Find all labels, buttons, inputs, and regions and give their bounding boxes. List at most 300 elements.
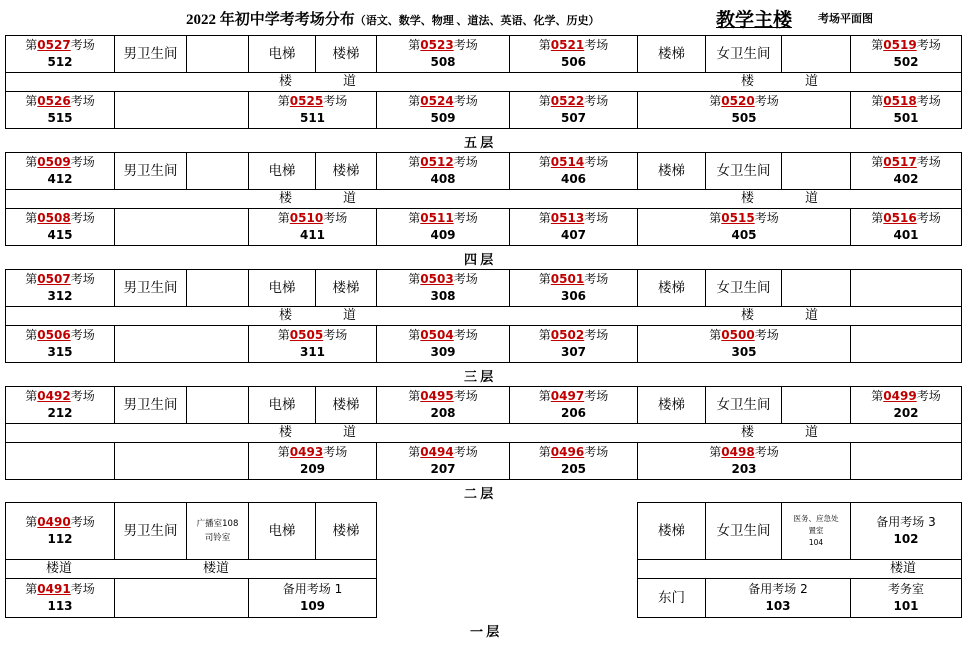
exam-room-code: 0510	[289, 211, 324, 225]
label-prefix: 第	[871, 389, 884, 403]
label-prefix: 第	[25, 155, 38, 169]
room-cell	[114, 578, 249, 618]
label-suffix: 考场	[754, 328, 779, 342]
label-suffix: 考场	[584, 445, 609, 459]
label-prefix: 第	[408, 445, 421, 459]
room-cell	[850, 442, 962, 480]
room-number-line	[47, 288, 72, 305]
label-suffix: 考场	[584, 328, 609, 342]
room-number-line	[765, 598, 790, 615]
room-number: 205	[560, 462, 587, 476]
exam-room-label	[539, 210, 608, 227]
label-prefix: 第	[408, 272, 421, 286]
room-cell	[781, 35, 851, 73]
room-number-line	[300, 598, 325, 615]
label-suffix: 考场	[916, 94, 941, 108]
room-cell	[315, 386, 377, 424]
room-cell	[705, 35, 782, 73]
exam-room-code: 0509	[37, 155, 71, 169]
exam-room-0513	[509, 208, 638, 246]
room-text: 104	[808, 538, 824, 547]
exam-room-code: 0519	[883, 38, 917, 52]
label-prefix: 第	[25, 582, 38, 596]
room-cell	[114, 35, 187, 73]
room-number: 408	[430, 172, 456, 186]
exam-room-code: 0491	[37, 582, 71, 596]
room-cell	[114, 442, 249, 480]
room-number-line	[430, 171, 455, 188]
exam-room-code: 0507	[37, 272, 71, 286]
exam-room-0516	[850, 208, 962, 246]
label-prefix: 第	[709, 94, 722, 108]
corridor	[5, 559, 377, 579]
room-number: 512	[47, 55, 73, 69]
room-number: 411	[299, 228, 326, 242]
room-cell	[248, 35, 316, 73]
label-suffix: 考场	[453, 38, 478, 52]
label-suffix: 考场	[70, 515, 95, 529]
exam-room-0491	[5, 578, 115, 618]
room-text: 电梯	[268, 45, 296, 62]
exam-room-code: 0515	[721, 211, 755, 225]
exam-room-0506	[5, 325, 115, 363]
exam-room-0519	[850, 35, 962, 73]
room-name: 备用考场 1	[282, 582, 343, 596]
exam-room-label	[25, 581, 94, 598]
label-prefix: 第	[277, 211, 290, 225]
room-number-line	[47, 171, 72, 188]
corridor-label: 楼	[279, 308, 293, 323]
room-number: 508	[430, 55, 456, 69]
exam-room-code: 0505	[289, 328, 324, 342]
exam-room-0524	[376, 91, 510, 129]
room-number: 309	[430, 345, 456, 359]
room-number: 112	[47, 532, 73, 546]
exam-room-0498	[637, 442, 851, 480]
floor-label: 五 层	[464, 135, 494, 150]
corridor-label: 楼	[741, 74, 755, 89]
exam-room-0523	[376, 35, 510, 73]
label-prefix: 第	[871, 94, 884, 108]
room-cell	[850, 502, 962, 560]
room-cell	[248, 152, 316, 190]
label-prefix: 第	[25, 272, 38, 286]
label-suffix: 考场	[584, 211, 609, 225]
room-cell	[248, 578, 377, 618]
label-suffix: 考场	[70, 328, 95, 342]
exam-room-label	[871, 37, 940, 54]
room-number: 507	[560, 111, 587, 125]
exam-room-0493	[248, 442, 377, 480]
label-prefix: 第	[538, 445, 551, 459]
exam-room-code: 0495	[420, 389, 454, 403]
exam-room-0505	[248, 325, 377, 363]
exam-room-code: 0502	[550, 328, 585, 342]
exam-room-label	[25, 271, 94, 288]
exam-room-0521	[509, 35, 638, 73]
corridor-label: 道	[343, 308, 357, 323]
label-suffix: 考场	[70, 38, 95, 52]
room-number: 511	[299, 111, 326, 125]
room-cell	[248, 386, 316, 424]
room-cell	[114, 269, 187, 307]
room-number-line	[893, 405, 918, 422]
exam-room-label	[25, 210, 94, 227]
room-number: 315	[47, 345, 73, 359]
room-number: 402	[893, 172, 919, 186]
room-cell	[705, 152, 782, 190]
room-number-line	[47, 227, 72, 244]
exam-room-0494	[376, 442, 510, 480]
exam-room-code: 0511	[420, 211, 454, 225]
label-prefix: 第	[277, 328, 290, 342]
room-cell	[781, 502, 851, 560]
exam-room-label	[278, 93, 347, 110]
room-number: 103	[765, 599, 791, 613]
exam-room-0517	[850, 152, 962, 190]
room-number-line	[731, 461, 756, 478]
room-cell	[315, 269, 377, 307]
label-prefix: 第	[25, 515, 38, 529]
room-cell	[315, 35, 377, 73]
label-suffix: 考场	[584, 389, 609, 403]
label-suffix: 考场	[323, 94, 348, 108]
room-cell	[637, 502, 706, 560]
label-prefix: 第	[538, 389, 551, 403]
label-suffix: 考场	[453, 389, 478, 403]
room-cell	[248, 269, 316, 307]
room-number-line	[430, 110, 455, 127]
label-prefix: 第	[709, 328, 722, 342]
room-cell	[248, 502, 316, 560]
room-number-line	[47, 110, 72, 127]
room-number: 401	[893, 228, 919, 242]
label-suffix: 考场	[916, 38, 941, 52]
exam-room-label	[539, 327, 608, 344]
exam-room-label	[871, 210, 940, 227]
exam-room-0522	[509, 91, 638, 129]
exam-room-code: 0490	[37, 515, 71, 529]
exam-room-code: 0521	[550, 38, 585, 52]
label-suffix: 考场	[584, 272, 609, 286]
label-suffix: 考场	[754, 94, 779, 108]
exam-room-label	[539, 444, 608, 461]
room-cell	[850, 578, 962, 618]
room-text: 女卫生间	[716, 396, 771, 413]
room-number-line	[561, 344, 586, 361]
room-number-line	[430, 227, 455, 244]
corridor-label: 道	[805, 74, 819, 89]
corridor-label: 道	[343, 191, 357, 206]
exam-room-0495	[376, 386, 510, 424]
room-number: 208	[430, 406, 456, 420]
room-cell	[186, 152, 249, 190]
room-cell	[637, 269, 706, 307]
room-cell	[781, 269, 851, 307]
label-suffix: 考场	[453, 211, 478, 225]
corridor	[5, 72, 962, 92]
label-prefix: 第	[538, 328, 551, 342]
exam-room-code: 0499	[883, 389, 917, 403]
room-number-line	[893, 171, 918, 188]
exam-room-code: 0525	[289, 94, 324, 108]
exam-room-label	[709, 93, 778, 110]
exam-room-label	[871, 93, 940, 110]
room-name: 考务室	[887, 582, 924, 596]
label-prefix: 第	[538, 272, 551, 286]
exam-room-0499	[850, 386, 962, 424]
exam-room-code: 0493	[289, 445, 324, 459]
corridor-label: 楼	[741, 308, 755, 323]
room-cell	[114, 152, 187, 190]
exam-room-label	[539, 93, 608, 110]
corridor-label: 楼	[741, 425, 755, 440]
exam-room-0492	[5, 386, 115, 424]
room-text: 楼梯	[658, 162, 685, 179]
room-number-line	[430, 461, 455, 478]
exam-room-code: 0516	[883, 211, 917, 225]
title-text: 2022 年初中学考考场分布	[186, 12, 355, 28]
room-cell	[781, 152, 851, 190]
label-suffix: 考场	[754, 211, 779, 225]
exam-room-label	[539, 37, 608, 54]
label-suffix: 考场	[323, 328, 348, 342]
room-text: 司铃室	[204, 533, 231, 543]
room-number-line	[893, 598, 918, 615]
page-header	[0, 8, 969, 30]
room-number-line	[893, 531, 918, 548]
room-number-line	[561, 110, 586, 127]
room-number-line	[430, 54, 455, 71]
corridor	[5, 189, 962, 209]
exam-room-code: 0517	[883, 155, 917, 169]
corridor-label: 楼道	[203, 561, 230, 576]
room-number: 406	[560, 172, 587, 186]
room-number: 312	[47, 289, 73, 303]
corridor-label: 楼	[279, 191, 293, 206]
room-cell	[186, 35, 249, 73]
room-number: 307	[560, 345, 587, 359]
room-name: 备用考场 2	[748, 582, 808, 596]
room-number: 308	[430, 289, 456, 303]
room-number: 305	[731, 345, 757, 359]
floor-label: 四 层	[464, 252, 494, 267]
label-suffix: 考场	[584, 155, 609, 169]
room-text: 楼梯	[658, 279, 685, 296]
exam-room-label	[709, 327, 778, 344]
exam-room-code: 0508	[37, 211, 71, 225]
room-text: 楼梯	[658, 522, 685, 539]
room-text-line	[205, 531, 231, 545]
room-text: 女卫生间	[716, 162, 771, 179]
exam-room-code: 0497	[550, 389, 585, 403]
room-cell	[315, 502, 377, 560]
exam-room-0527	[5, 35, 115, 73]
label-prefix: 第	[25, 94, 38, 108]
exam-room-code: 0514	[550, 155, 585, 169]
exam-room-code: 0513	[550, 211, 585, 225]
exam-room-label	[871, 154, 940, 171]
room-text: 女卫生间	[716, 522, 771, 539]
room-number-line	[300, 110, 325, 127]
corridor	[5, 306, 962, 326]
room-number-line	[300, 227, 325, 244]
room-number: 113	[47, 599, 73, 613]
exam-room-code: 0520	[721, 94, 755, 108]
room-number-line	[561, 288, 586, 305]
corridor-label: 道	[343, 74, 357, 89]
exam-room-label	[539, 388, 608, 405]
room-number: 207	[430, 462, 456, 476]
corridor-label: 楼道	[890, 561, 917, 576]
label-suffix: 考场	[70, 389, 95, 403]
room-text: 楼梯	[332, 45, 360, 62]
label-suffix: 考场	[453, 328, 478, 342]
exam-room-label	[709, 444, 778, 461]
exam-room-0490	[5, 502, 115, 560]
exam-room-code: 0503	[420, 272, 454, 286]
room-text: 置室	[808, 526, 824, 535]
exam-room-label	[25, 327, 94, 344]
exam-room-label	[408, 93, 477, 110]
exam-room-code: 0500	[721, 328, 755, 342]
room-text: 楼梯	[332, 522, 360, 539]
room-number-line	[47, 344, 72, 361]
floor-label: 一 层	[470, 624, 500, 639]
corridor-label: 楼	[279, 425, 293, 440]
room-text: 楼梯	[332, 162, 360, 179]
label-suffix: 考场	[70, 94, 95, 108]
room-number-line	[47, 54, 72, 71]
label-prefix: 第	[25, 389, 38, 403]
exam-room-label	[25, 514, 94, 531]
exam-room-code: 0518	[883, 94, 917, 108]
exam-room-0501	[509, 269, 638, 307]
room-number-line	[300, 461, 325, 478]
room-text: 男卫生间	[123, 162, 178, 179]
label-suffix: 考场	[453, 272, 478, 286]
exam-room-code: 0512	[420, 155, 454, 169]
room-number-line	[561, 405, 586, 422]
exam-room-0496	[509, 442, 638, 480]
exam-room-0500	[637, 325, 851, 363]
exam-room-label	[408, 327, 477, 344]
room-text: 女卫生间	[716, 45, 771, 62]
room-cell	[637, 386, 706, 424]
label-prefix: 第	[25, 211, 38, 225]
room-number: 502	[893, 55, 919, 69]
exam-room-0520	[637, 91, 851, 129]
label-suffix: 考场	[323, 211, 348, 225]
room-number: 405	[731, 228, 757, 242]
exam-room-label	[25, 37, 94, 54]
corridor-label: 楼道	[46, 561, 73, 576]
label-prefix: 第	[25, 38, 38, 52]
room-text: 电梯	[268, 279, 296, 296]
label-prefix: 第	[538, 94, 551, 108]
floor-label: 三 层	[464, 369, 494, 384]
corridor-label: 楼	[741, 191, 755, 206]
exam-room-0525	[248, 91, 377, 129]
room-cell	[781, 386, 851, 424]
room-number: 311	[299, 345, 326, 359]
room-text: 楼梯	[658, 45, 685, 62]
label-prefix: 第	[408, 155, 421, 169]
label-suffix: 考场	[453, 445, 478, 459]
label-prefix: 第	[408, 94, 421, 108]
exam-room-label	[278, 327, 347, 344]
exam-room-0511	[376, 208, 510, 246]
room-number: 407	[560, 228, 587, 242]
room-number: 109	[299, 599, 326, 613]
room-text-line	[197, 517, 239, 531]
room-number-line	[731, 110, 756, 127]
room-number-line	[731, 344, 756, 361]
exam-room-label	[709, 210, 778, 227]
label-prefix: 第	[25, 328, 38, 342]
room-number-line	[47, 598, 72, 615]
exam-room-label	[25, 93, 94, 110]
label-prefix: 第	[538, 155, 551, 169]
label-suffix: 考场	[916, 155, 941, 169]
exam-room-0509	[5, 152, 115, 190]
room-cell	[114, 208, 249, 246]
exam-room-code: 0527	[37, 38, 71, 52]
label-suffix: 考场	[584, 94, 609, 108]
room-cell	[114, 502, 187, 560]
label-prefix: 第	[408, 211, 421, 225]
label-suffix: 考场	[916, 211, 941, 225]
exam-room-label	[408, 271, 477, 288]
room-number: 101	[893, 599, 919, 613]
label-prefix: 第	[538, 38, 551, 52]
room-text: 男卫生间	[123, 45, 178, 62]
exam-room-label	[25, 154, 94, 171]
room-number: 506	[560, 55, 587, 69]
exam-room-label	[408, 444, 477, 461]
room-number-line	[893, 110, 918, 127]
corridor-label: 道	[805, 191, 819, 206]
room-cell	[5, 442, 115, 480]
exam-room-code: 0526	[37, 94, 71, 108]
room-number-line	[561, 227, 586, 244]
room-text: 楼梯	[332, 396, 360, 413]
room-cell	[186, 502, 249, 560]
corridor-label: 道	[805, 425, 819, 440]
corridor-label: 道	[343, 425, 357, 440]
room-number: 209	[299, 462, 326, 476]
room-number-line	[300, 344, 325, 361]
room-number-line	[561, 54, 586, 71]
room-cell	[850, 325, 962, 363]
exam-room-label	[25, 388, 94, 405]
room-cell	[186, 269, 249, 307]
exam-room-label	[539, 271, 608, 288]
label-suffix: 考场	[70, 582, 95, 596]
corridor	[5, 423, 962, 443]
room-cell	[705, 578, 851, 618]
exam-room-code: 0496	[550, 445, 585, 459]
room-name-line	[876, 514, 935, 531]
label-suffix: 考场	[70, 272, 95, 286]
subjects-text: （语文、数学、物理 、道法、英语、化学、历史）	[354, 15, 600, 27]
room-text: 医务、应急处	[793, 514, 839, 523]
room-cell	[186, 386, 249, 424]
exam-room-0512	[376, 152, 510, 190]
room-cell	[315, 152, 377, 190]
label-prefix: 第	[709, 445, 722, 459]
room-name: 备用考场 3	[876, 515, 936, 529]
